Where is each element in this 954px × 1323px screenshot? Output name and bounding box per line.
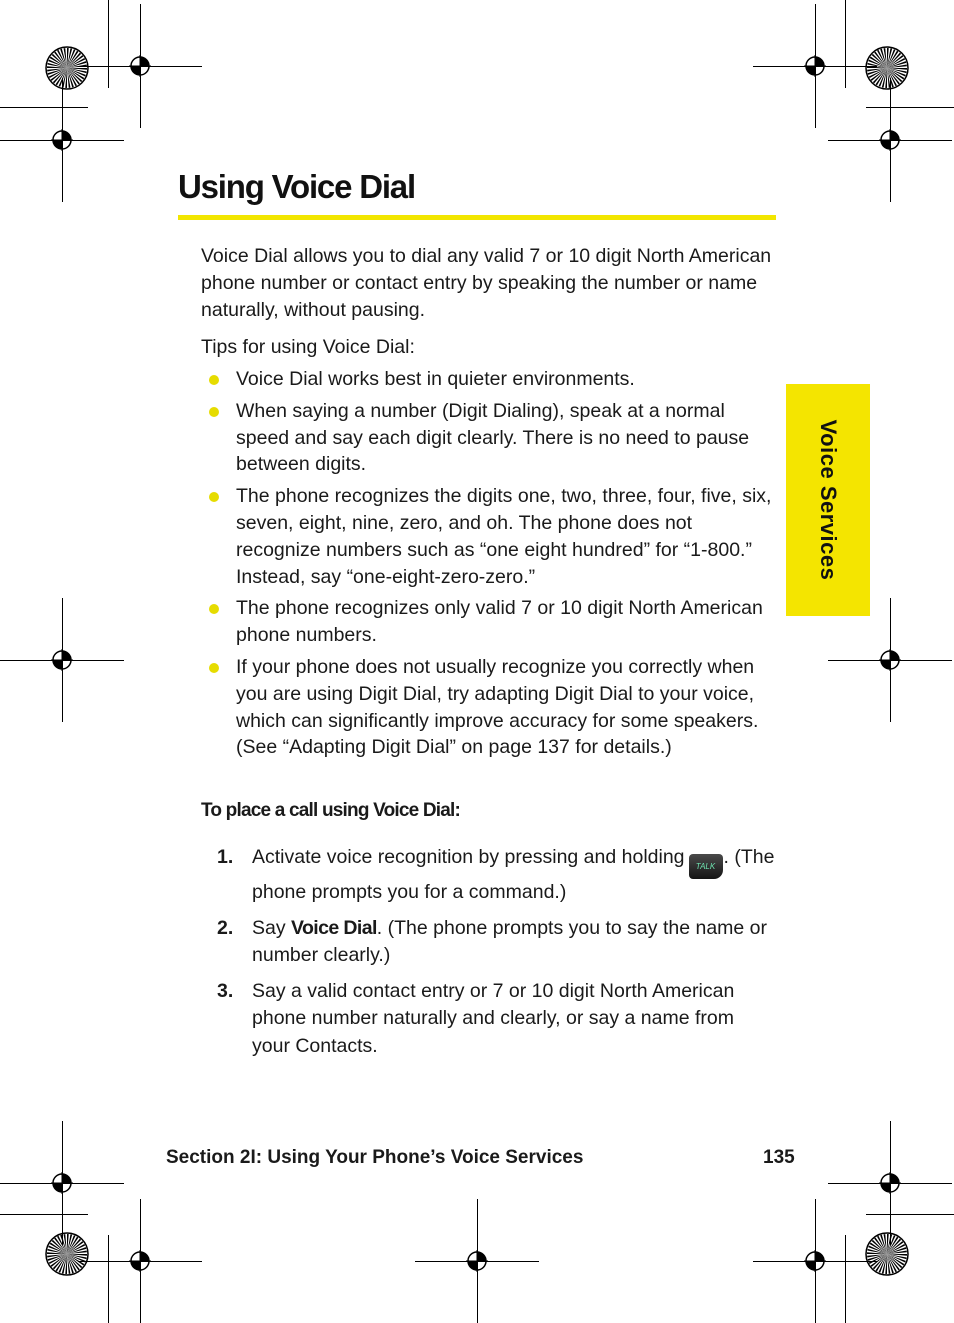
- target-circle-icon: [804, 1250, 826, 1272]
- tip-text: If your phone does not usually recognize you correctly when you are using Digit Dial, try adapting Digit Dial to your voice, which can significantly improve accuracy for some speakers. (See “Adapting Digit Dial” on page 137 for details.): [236, 655, 759, 759]
- bullet-icon: [209, 492, 219, 502]
- target-circle-icon: [804, 55, 826, 77]
- intro-paragraph: Voice Dial allows you to dial any valid 7 or 10 digit North American phone number or contact entry by speaking the number or name naturally, without pausing.: [201, 245, 772, 321]
- step-emphasis: Voice Dial: [291, 916, 377, 939]
- starburst-mark-top-right: [865, 46, 909, 90]
- trim-line: [866, 107, 954, 108]
- step-item: [201, 915, 776, 970]
- list-item: [201, 398, 776, 478]
- trim-line: [0, 107, 88, 108]
- step-text: . (The phone prompts you for a command.): [252, 846, 775, 903]
- page-title: Using Voice Dial: [178, 168, 415, 205]
- title-underline: [178, 215, 776, 220]
- list-item: [201, 595, 776, 649]
- step-text: Say: [252, 916, 286, 939]
- list-item: [201, 366, 776, 393]
- step-item: [201, 978, 776, 1061]
- target-circle-icon: [879, 1172, 901, 1194]
- trim-line: [866, 1214, 954, 1215]
- bullet-icon: [209, 604, 219, 614]
- step-number: 3.: [217, 979, 234, 1002]
- steps-list: [201, 844, 776, 1068]
- trim-line: [108, 0, 109, 88]
- starburst-mark-top-left: [45, 46, 89, 90]
- step-text: . (The phone prompts you to say the name or number clearly.): [252, 916, 768, 966]
- tip-text: When saying a number (Digit Dialing), speak at a normal speed and say each digit clearly. There is no need to pause between digits.: [236, 399, 750, 476]
- footer-section-title: Section 2I: Using Your Phone’s Voice Services: [166, 1147, 584, 1168]
- target-circle-icon: [51, 649, 73, 671]
- target-circle-icon: [466, 1250, 488, 1272]
- tip-text: The phone recognizes only valid 7 or 10 digit North American phone numbers.: [236, 597, 763, 647]
- target-circle-icon: [879, 129, 901, 151]
- trim-line: [108, 1235, 109, 1323]
- talk-key-icon: TALK: [689, 854, 723, 879]
- trim-line: [0, 1214, 88, 1215]
- bullet-icon: [209, 375, 219, 385]
- target-circle-icon: [51, 1172, 73, 1194]
- target-circle-icon: [129, 55, 151, 77]
- section-side-tab: [786, 384, 870, 616]
- target-circle-icon: [879, 649, 901, 671]
- trim-line: [845, 0, 846, 88]
- section-side-tab-label: Voice Services: [816, 419, 841, 581]
- step-number: 1.: [217, 846, 234, 868]
- step-item: [201, 844, 776, 907]
- tips-label: Tips for using Voice Dial:: [201, 336, 415, 358]
- starburst-mark-bottom-left: [45, 1232, 89, 1276]
- step-text: Say a valid contact entry or 7 or 10 digit North American phone number naturally and clearly, or say a name from your Contacts.: [252, 979, 735, 1057]
- tips-list: [201, 366, 776, 766]
- starburst-mark-bottom-right: [865, 1232, 909, 1276]
- list-item: [201, 654, 776, 761]
- bullet-icon: [209, 407, 219, 417]
- bullet-icon: [209, 663, 219, 673]
- tip-text: Voice Dial works best in quieter environments.: [236, 368, 635, 390]
- page-number: 135: [763, 1147, 795, 1168]
- target-circle-icon: [129, 1250, 151, 1272]
- procedure-heading: To place a call using Voice Dial:: [201, 800, 461, 821]
- tip-text: The phone recognizes the digits one, two, three, four, five, six, seven, eight, nine, zero, and oh. The phone does not recognize numbers such as “one eight hundred” for “1-800.” Instead, say “one-eight-zero-zero.”: [236, 485, 772, 588]
- step-number: 2.: [217, 916, 234, 939]
- list-item: [201, 483, 776, 590]
- target-circle-icon: [51, 129, 73, 151]
- trim-line: [845, 1235, 846, 1323]
- step-text: Activate voice recognition by pressing and holding: [252, 846, 685, 868]
